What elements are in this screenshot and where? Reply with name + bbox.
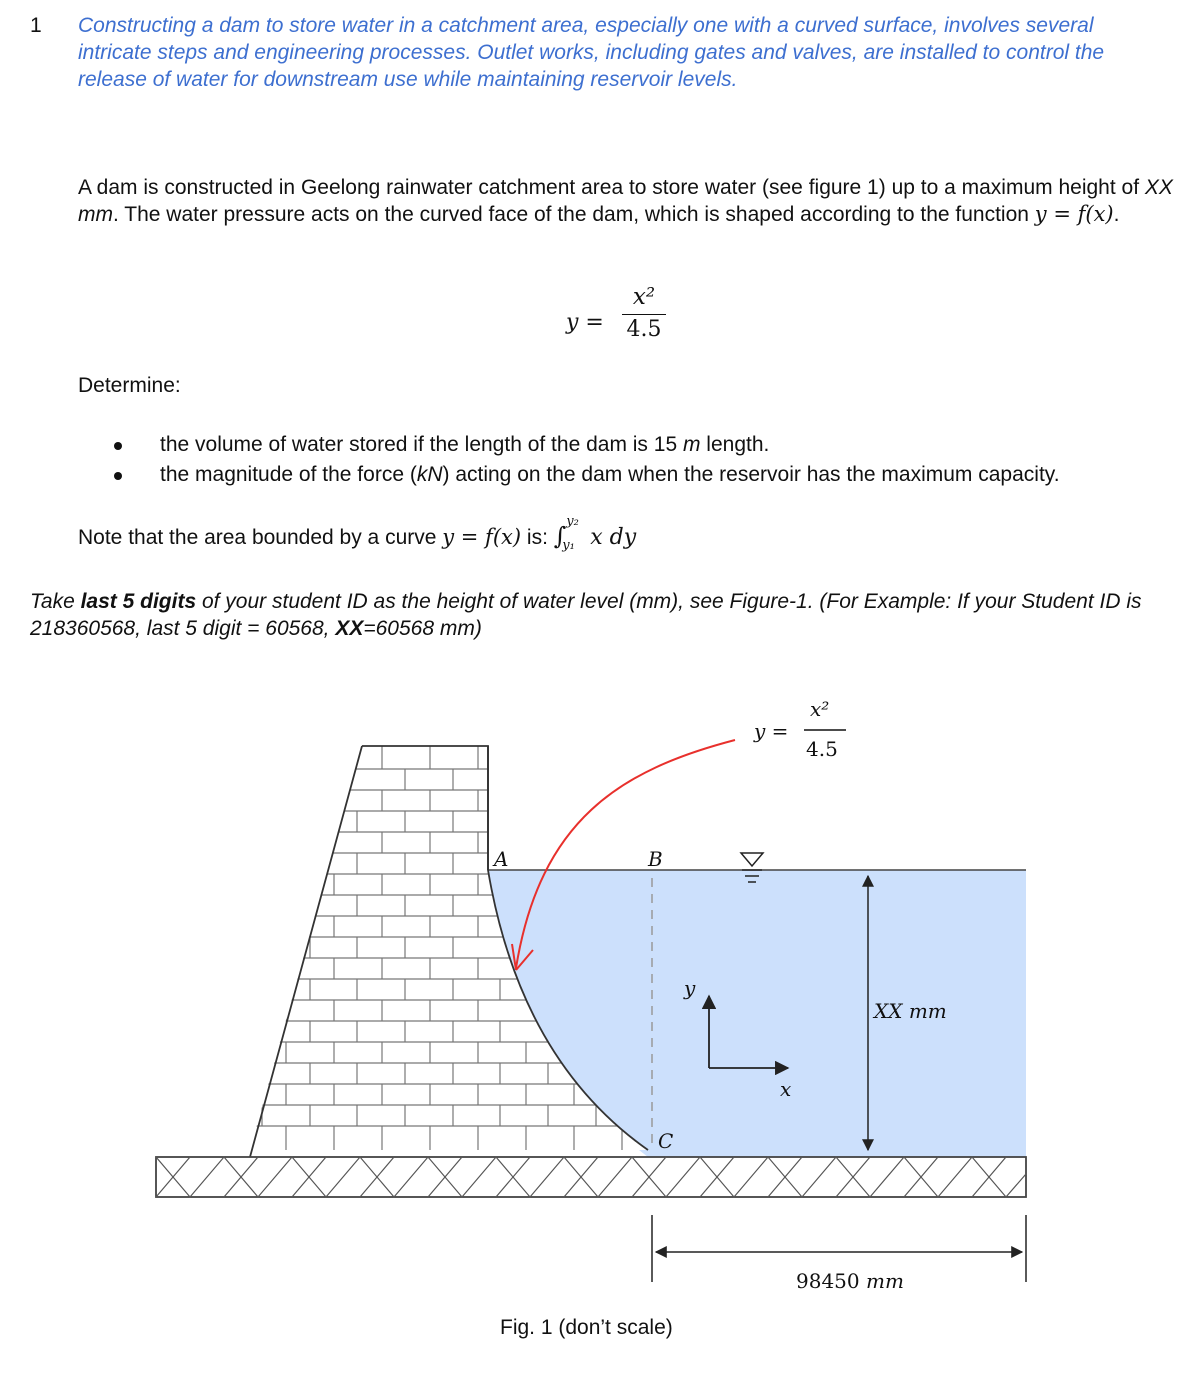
problem-paragraph [78,174,1173,228]
point-a-label: A [494,847,509,871]
paragraph-end: . [1113,203,1120,226]
task-list [108,430,1060,490]
figure-caption: Fig. 1 (don’t scale) [500,1316,673,1339]
integrand: x dy [590,525,637,550]
integral-note: Note that the area bounded by a curve y = f(x) is: ∫ y₂ y₁ x dy [78,514,637,554]
y-axis-label: y [684,976,696,1000]
paragraph-text-1: A dam is constructed in Geelong rainwater catchment area to store water (see figure 1) up to a maximum height of [78,176,1145,199]
equation-numerator: x² [632,284,656,310]
function-notation: y = f(x) [1034,202,1114,226]
integral-sign: ∫ [553,522,567,550]
figure-equation-lhs: y = [754,719,789,743]
student-id-instruction: Take last 5 digits of your student ID as the height of water level (mm), see Figure-1. (For Example: If your Student ID is 218360568, last 5 digit = 60568, XX=60568 mm) [30,590,1142,640]
x-axis-label: x [780,1077,792,1101]
note-function: y = f(x) [442,525,522,549]
height-variable: XX mm [78,176,1173,226]
dam-figure [0,670,1182,1310]
question-number: 1 [30,14,42,37]
integral-upper-limit: y₂ [566,514,579,530]
equation-denominator: 4.5 [626,317,662,342]
width-dimension-label: 98450 mm [796,1269,904,1293]
point-c-label: C [658,1129,674,1153]
fraction-bar [622,314,666,315]
list-item: the volume of water stored if the length of the dam is 15 m length. [108,430,1060,460]
integral-lower-limit: y₁ [562,538,575,554]
list-item: the magnitude of the force (kN) acting on the dam when the reservoir has the maximum capacity. [108,460,1060,490]
figure-equation-denominator: 4.5 [806,737,838,761]
intro-text: Constructing a dam to store water in a catchment area, especially one with a curved surface, involves several intricate steps and engineering processes. Outlet works, including gates and valves, are installed to control the release of water for downstream use while maintaining reservoir levels. [78,14,1105,91]
height-dimension-label: XX mm [874,999,947,1023]
figure-equation-numerator: x² [810,697,830,721]
main-equation [566,282,686,358]
equation-lhs: y = [566,310,604,335]
paragraph-text-2: . The water pressure acts on the curved face of the dam, which is shaped according to the function [113,203,1035,226]
determine-label: Determine: [78,374,181,397]
point-b-label: B [648,847,663,871]
